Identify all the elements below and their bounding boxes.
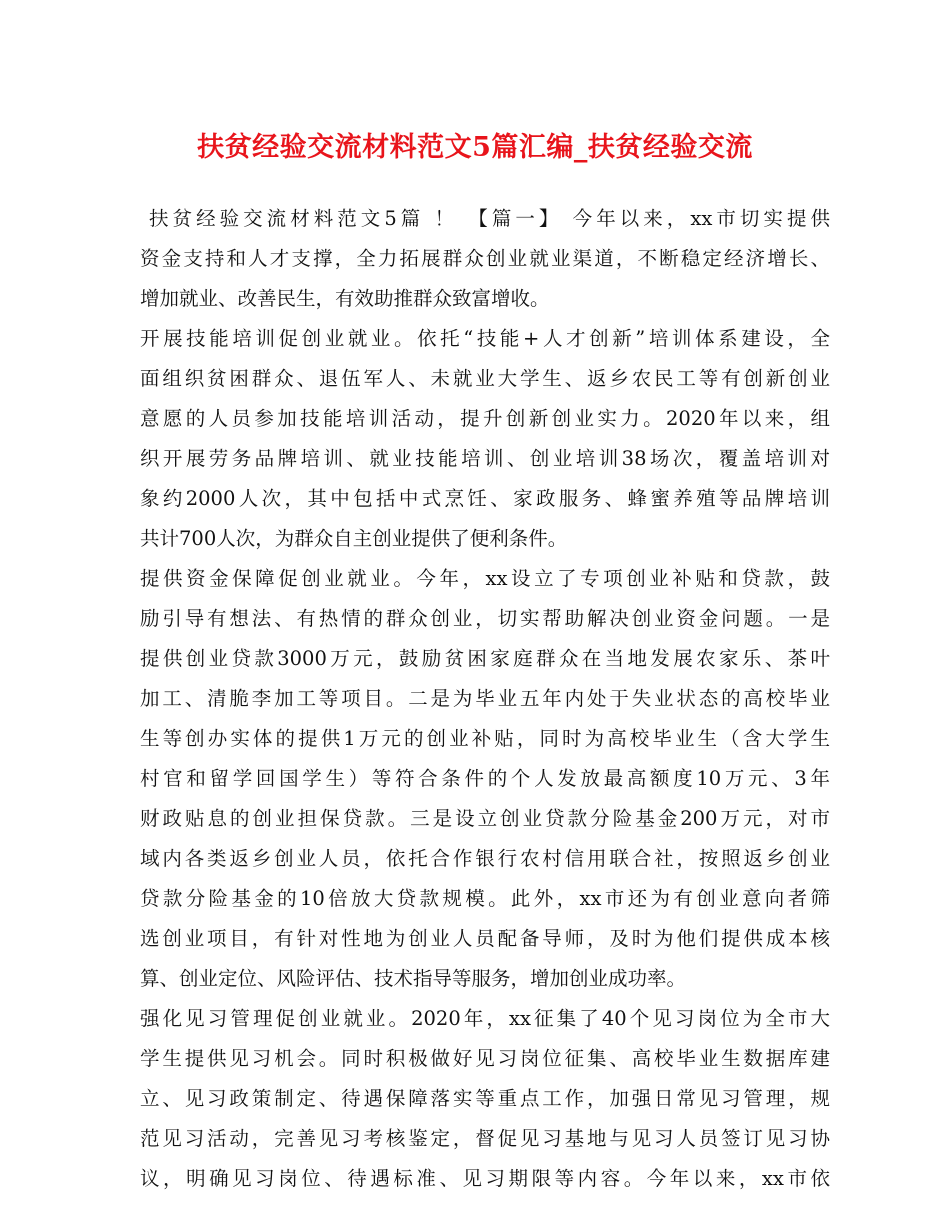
body-line: 增加就业、改善民生，有效助推群众致富增收。 bbox=[140, 287, 550, 310]
document-title: 扶贫经验交流材料范文5篇汇编_扶贫经验交流 bbox=[197, 132, 753, 163]
body-line: 村官和留学回国学生）等符合条件的个人发放最高额度10万元、3年 bbox=[140, 767, 830, 790]
body-line: 域内各类返乡创业人员，依托合作银行农村信用联合社，按照返乡创业 bbox=[140, 847, 830, 870]
body-line: 励引导有想法、有热情的群众创业，切实帮助解决创业资金问题。一是 bbox=[140, 607, 830, 630]
body-line: 提供创业贷款3000万元，鼓励贫困家庭群众在当地发展农家乐、茶叶 bbox=[140, 647, 830, 670]
body-line: 提供资金保障促创业就业。今年，xx设立了专项创业补贴和贷款，鼓 bbox=[140, 567, 830, 590]
body-line: 强化见习管理促创业就业。2020年，xx征集了40个见习岗位为全市大 bbox=[140, 1007, 830, 1030]
body-line: 共计700人次，为群众自主创业提供了便利条件。 bbox=[140, 527, 568, 550]
body-line: 意愿的人员参加技能培训活动，提升创新创业实力。2020年以来，组 bbox=[140, 407, 830, 430]
body-line: 扶贫经验交流材料范文5篇 ！ 【篇一】 今年以来，xx市切实提供 bbox=[149, 207, 830, 230]
document-body bbox=[140, 199, 830, 1199]
body-line: 面组织贫困群众、退伍军人、未就业大学生、返乡农民工等有创新创业 bbox=[140, 367, 830, 390]
body-line: 象约2000人次，其中包括中式烹饪、家政服务、蜂蜜养殖等品牌培训 bbox=[140, 487, 830, 510]
body-line: 加工、清脆李加工等项目。二是为毕业五年内处于失业状态的高校毕业 bbox=[140, 687, 830, 710]
body-line: 贷款分险基金的10倍放大贷款规模。此外，xx市还为有创业意向者筛 bbox=[140, 887, 830, 910]
body-line: 资金支持和人才支撑，全力拓展群众创业就业渠道，不断稳定经济增长、 bbox=[140, 247, 830, 270]
body-line: 范见习活动，完善见习考核鉴定，督促见习基地与见习人员签订见习协 bbox=[140, 1127, 830, 1150]
body-line: 选创业项目，有针对性地为创业人员配备导师，及时为他们提供成本核 bbox=[140, 927, 830, 950]
body-line: 开展技能培训促创业就业。依托“技能+人才创新”培训体系建设，全 bbox=[140, 327, 830, 350]
body-line: 织开展劳务品牌培训、就业技能培训、创业培训38场次，覆盖培训对 bbox=[140, 447, 830, 470]
body-line: 立、见习政策制定、待遇保障落实等重点工作，加强日常见习管理，规 bbox=[140, 1087, 830, 1110]
body-line: 生等创办实体的提供1万元的创业补贴，同时为高校毕业生（含大学生 bbox=[140, 727, 830, 750]
body-line: 财政贴息的创业担保贷款。三是设立创业贷款分险基金200万元，对市 bbox=[140, 807, 830, 830]
body-line: 议，明确见习岗位、待遇标准、见习期限等内容。今年以来，xx市依 bbox=[140, 1167, 830, 1190]
body-line: 算、创业定位、风险评估、技术指导等服务，增加创业成功率。 bbox=[140, 967, 687, 990]
body-line: 学生提供见习机会。同时积极做好见习岗位征集、高校毕业生数据库建 bbox=[140, 1047, 830, 1070]
